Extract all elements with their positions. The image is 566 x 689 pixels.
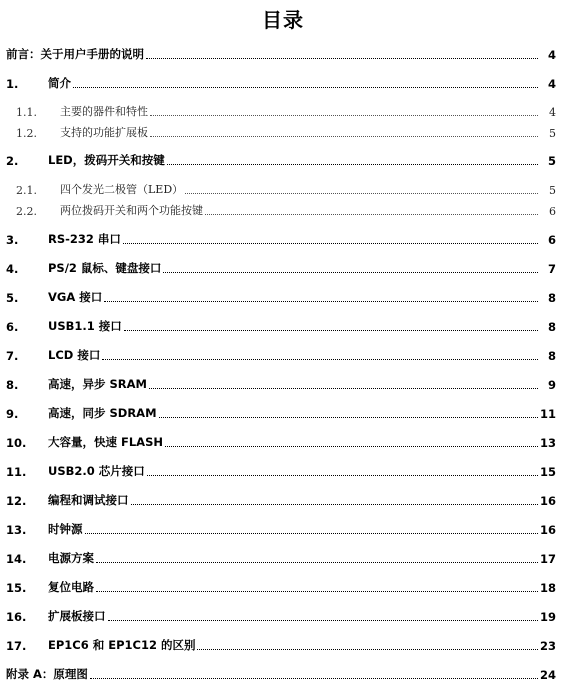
toc-entry-page: 6 bbox=[549, 205, 556, 218]
toc-entry-page: 15 bbox=[540, 465, 557, 479]
toc-entry-number: 2.2. bbox=[16, 205, 37, 218]
toc-entry-ep1c6-ep1c12[interactable] bbox=[6, 635, 556, 653]
toc-entry-page: 23 bbox=[540, 639, 557, 653]
toc-leader-dots bbox=[197, 649, 538, 650]
toc-entry-number: 4. bbox=[6, 262, 19, 276]
toc-entry-number: 1.2. bbox=[16, 127, 37, 140]
toc-entry-page: 5 bbox=[547, 154, 556, 168]
toc-entry-label: LED，拨码开关和按键 bbox=[48, 153, 165, 167]
toc-entry-label: 扩展板接口 bbox=[48, 609, 106, 623]
toc-leader-dots bbox=[147, 475, 538, 476]
toc-leader-dots bbox=[149, 388, 538, 389]
toc-entry-label: LCD 接口 bbox=[48, 348, 101, 362]
toc-entry-number: 2.1. bbox=[16, 184, 37, 197]
toc-leader-dots bbox=[96, 591, 538, 592]
toc-entry-label: 两位拨码开关和两个功能按键 bbox=[60, 204, 203, 217]
toc-entry-programming-debug[interactable] bbox=[6, 490, 556, 508]
toc-entry-number: 10. bbox=[6, 436, 27, 450]
toc-entry-ps2[interactable] bbox=[6, 258, 556, 276]
toc-subentry-components[interactable] bbox=[6, 101, 556, 119]
toc-entry-clock[interactable] bbox=[6, 519, 556, 537]
toc-entry-sram[interactable] bbox=[6, 374, 556, 392]
toc-subentry-dip-buttons[interactable] bbox=[6, 200, 556, 218]
toc-entry-flash[interactable] bbox=[6, 432, 556, 450]
toc-entry-page: 9 bbox=[547, 378, 556, 392]
toc-entry-page: 4 bbox=[547, 48, 556, 62]
toc-entry-page: 13 bbox=[540, 436, 557, 450]
toc-entry-number: 12. bbox=[6, 494, 27, 508]
toc-leader-dots bbox=[102, 359, 538, 360]
toc-entry-page: 16 bbox=[540, 523, 557, 537]
toc-entry-sdram[interactable] bbox=[6, 403, 556, 421]
toc-entry-label: 大容量，快速 FLASH bbox=[48, 435, 163, 449]
toc-entry-page: 11 bbox=[540, 407, 557, 421]
toc-entry-expansion-interface[interactable] bbox=[6, 606, 556, 624]
toc-entry-number: 9. bbox=[6, 407, 19, 421]
toc-leader-dots bbox=[150, 136, 538, 137]
toc-entry-number: 1.1. bbox=[16, 106, 37, 119]
toc-entry-label: USB2.0 芯片接口 bbox=[48, 464, 145, 478]
toc-entry-number: 16. bbox=[6, 610, 27, 624]
toc-entry-page: 6 bbox=[547, 233, 556, 247]
toc-entry-label: 编程和调试接口 bbox=[48, 493, 129, 507]
toc-entry-label: 电源方案 bbox=[48, 551, 94, 565]
toc-leader-dots bbox=[131, 504, 539, 505]
toc-entry-page: 17 bbox=[540, 552, 557, 566]
toc-entry-label: PS/2 鼠标、键盘接口 bbox=[48, 261, 162, 275]
toc-entry-label: VGA 接口 bbox=[48, 290, 103, 304]
toc-subentry-leds[interactable] bbox=[6, 179, 556, 197]
toc-entry-reset[interactable] bbox=[6, 577, 556, 595]
toc-entry-number: 7. bbox=[6, 349, 19, 363]
toc-leader-dots bbox=[104, 301, 538, 302]
toc-entry-led-switches[interactable] bbox=[6, 150, 556, 168]
toc-entry-page: 18 bbox=[540, 581, 557, 595]
toc-entry-page: 5 bbox=[549, 184, 556, 197]
toc-entry-vga[interactable] bbox=[6, 287, 556, 305]
toc-entry-appendix-a[interactable] bbox=[6, 664, 556, 682]
toc-leader-dots bbox=[167, 164, 538, 165]
toc-entry-number: 11. bbox=[6, 465, 27, 479]
toc-entry-label: 前言：关于用户手册的说明 bbox=[6, 47, 144, 61]
toc-entry-number: 5. bbox=[6, 291, 19, 305]
toc-entry-number: 14. bbox=[6, 552, 27, 566]
toc-leader-dots bbox=[165, 446, 538, 447]
toc-subentry-expansion-boards[interactable] bbox=[6, 122, 556, 140]
toc-entry-number: 2. bbox=[6, 154, 19, 168]
toc-entry-lcd[interactable] bbox=[6, 345, 556, 363]
toc-entry-number: 1. bbox=[6, 77, 19, 91]
toc-leader-dots bbox=[90, 678, 538, 679]
toc-entry-page: 4 bbox=[549, 106, 556, 119]
toc-leader-dots bbox=[108, 620, 539, 621]
toc-entry-page: 19 bbox=[540, 610, 557, 624]
toc-entry-page: 8 bbox=[547, 349, 556, 363]
toc-entry-label: 简介 bbox=[48, 76, 71, 90]
toc-entry-page: 7 bbox=[547, 262, 556, 276]
toc-entry-label: 主要的器件和特性 bbox=[60, 105, 148, 118]
toc-leader-dots bbox=[123, 243, 538, 244]
toc-entry-label: RS-232 串口 bbox=[48, 232, 121, 246]
toc-entry-label: USB1.1 接口 bbox=[48, 319, 122, 333]
toc-entry-label: 高速，异步 SRAM bbox=[48, 377, 147, 391]
toc-entry-number: 17. bbox=[6, 639, 27, 653]
toc-entry-number: 15. bbox=[6, 581, 27, 595]
toc-entry-page: 16 bbox=[540, 494, 557, 508]
toc-entry-power[interactable] bbox=[6, 548, 556, 566]
toc-leader-dots bbox=[159, 417, 538, 418]
toc-entry-label: 支持的功能扩展板 bbox=[60, 126, 148, 139]
toc-entry-preface[interactable] bbox=[6, 44, 556, 62]
toc-entry-number: 6. bbox=[6, 320, 19, 334]
toc-entry-page: 24 bbox=[540, 668, 557, 682]
toc-leader-dots bbox=[146, 58, 538, 59]
toc-entry-number: 3. bbox=[6, 233, 19, 247]
toc-entry-number: 13. bbox=[6, 523, 27, 537]
toc-leader-dots bbox=[205, 214, 538, 215]
page-title: 目录 bbox=[262, 8, 304, 32]
toc-entry-intro[interactable] bbox=[6, 73, 556, 91]
toc-entry-label: 复位电路 bbox=[48, 580, 94, 594]
toc-leader-dots bbox=[163, 272, 538, 273]
toc-leader-dots bbox=[124, 330, 538, 331]
toc-leader-dots bbox=[185, 193, 538, 194]
toc-entry-label: 附录 A：原理图 bbox=[6, 667, 88, 681]
toc-entry-page: 8 bbox=[547, 320, 556, 334]
toc-entry-usb11[interactable] bbox=[6, 316, 556, 334]
toc-entry-number: 8. bbox=[6, 378, 19, 392]
toc-leader-dots bbox=[73, 87, 538, 88]
toc-entry-page: 4 bbox=[547, 77, 556, 91]
toc-entry-rs232[interactable] bbox=[6, 229, 556, 247]
toc-entry-usb20[interactable] bbox=[6, 461, 556, 479]
toc-entry-label: 时钟源 bbox=[48, 522, 83, 536]
toc-entry-page: 5 bbox=[549, 127, 556, 140]
toc-entry-label: 高速，同步 SDRAM bbox=[48, 406, 157, 420]
toc-leader-dots bbox=[96, 562, 538, 563]
toc-entry-page: 8 bbox=[547, 291, 556, 305]
toc-entry-label: EP1C6 和 EP1C12 的区别 bbox=[48, 638, 196, 652]
toc-leader-dots bbox=[85, 533, 539, 534]
toc-leader-dots bbox=[150, 115, 538, 116]
toc-entry-label: 四个发光二极管（LED） bbox=[60, 183, 184, 196]
